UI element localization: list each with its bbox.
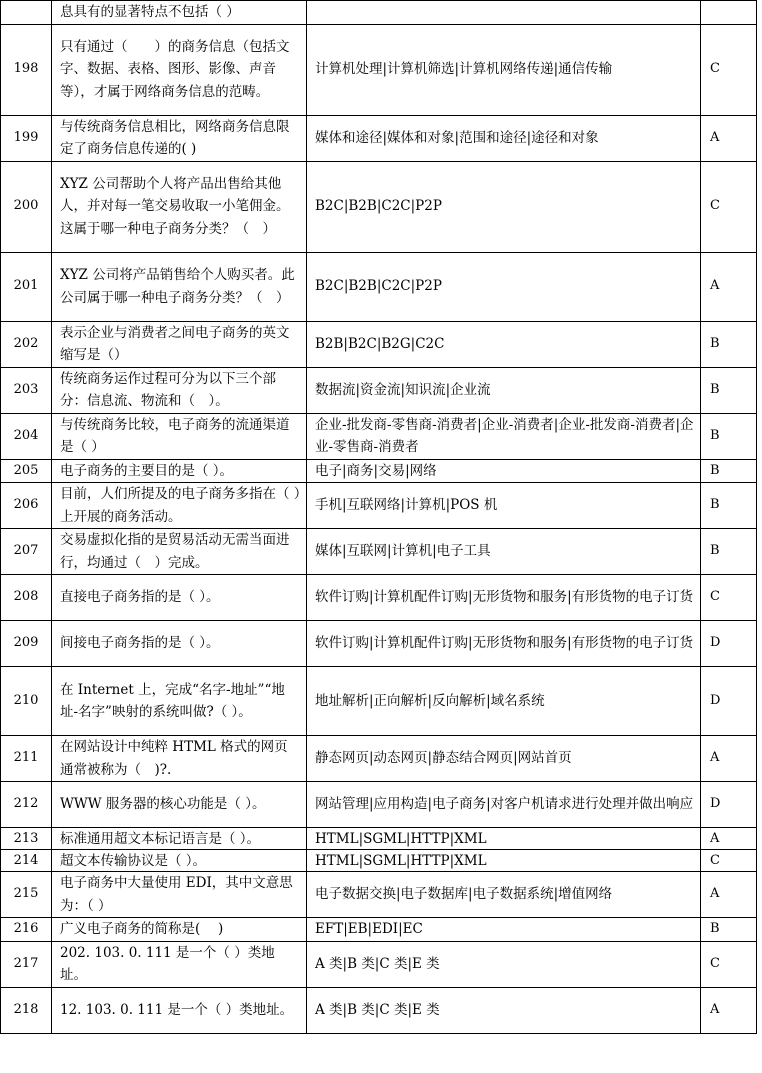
question-text: 目前，人们所提及的电子商务多指在（ ）上开展的商务活动。 [52,483,307,529]
options-text: 手机|互联网络|计算机|POS 机 [307,483,701,529]
options-text: B2C|B2B|C2C|P2P [307,161,701,252]
answer-text: D [701,621,757,667]
options-text: 数据流|资金流|知识流|企业流 [307,367,701,413]
answer-text: B [701,459,757,483]
question-text: WWW 服务器的核心功能是（ ）。 [52,782,307,828]
question-text: 息具有的显著特点不包括（ ） [52,1,307,25]
table-row [1,872,757,918]
table-row [1,115,757,161]
row-number: 207 [1,529,52,575]
row-number: 215 [1,872,52,918]
row-number: 216 [1,918,52,942]
options-text: 电子数据交换|电子数据库|电子数据系统|增值网络 [307,872,701,918]
table-row [1,667,757,736]
row-number: 217 [1,941,52,987]
question-text: 广义电子商务的简称是( ) [52,918,307,942]
row-number [1,1,52,25]
options-text: B2B|B2C|B2G|C2C [307,321,701,367]
question-text: 电子商务的主要目的是（ ）。 [52,459,307,483]
question-text: 表示企业与消费者之间电子商务的英文缩写是（） [52,321,307,367]
options-text: A 类|B 类|C 类|E 类 [307,987,701,1033]
answer-text: D [701,667,757,736]
table-row [1,621,757,667]
answer-text: A [701,872,757,918]
row-number: 200 [1,161,52,252]
answer-text: B [701,483,757,529]
options-text: 电子|商务|交易|网络 [307,459,701,483]
answer-text: C [701,941,757,987]
options-text: 媒体|互联网|计算机|电子工具 [307,529,701,575]
options-text: 网站管理|应用构造|电子商务|对客户机请求进行处理并做出响应 [307,782,701,828]
options-text: HTML|SGML|HTTP|XML [307,828,701,850]
options-text [307,1,701,25]
question-text: 在网站设计中纯粹 HTML 格式的网页通常被称为（ )?. [52,736,307,782]
options-text: 媒体和途径|媒体和对象|范围和途径|途径和对象 [307,115,701,161]
row-number: 213 [1,828,52,850]
table-row [1,1,757,25]
options-text: 计算机处理|计算机筛选|计算机网络传递|通信传输 [307,24,701,115]
table-row [1,459,757,483]
answer-text: C [701,850,757,872]
table-row [1,252,757,321]
table-row [1,161,757,252]
question-text: 12. 103. 0. 111 是一个（ ）类地址。 [52,987,307,1033]
options-text: 软件订购|计算机配件订购|无形货物和服务|有形货物的电子订货 [307,621,701,667]
options-text: 企业-批发商-零售商-消费者|企业-消费者|企业-批发商-消费者|企业-零售商-消费者 [307,413,701,459]
question-text: 直接电子商务指的是（ ）。 [52,575,307,621]
row-number: 209 [1,621,52,667]
answer-text: B [701,413,757,459]
options-text: A 类|B 类|C 类|E 类 [307,941,701,987]
options-text: HTML|SGML|HTTP|XML [307,850,701,872]
answer-text [701,1,757,25]
row-number: 211 [1,736,52,782]
question-text: 电子商务中大量使用 EDI，其中文意思为：（ ） [52,872,307,918]
question-text: 与传统商务比较，电子商务的流通渠道是（ ） [52,413,307,459]
table-row [1,736,757,782]
table-row [1,575,757,621]
answer-text: B [701,367,757,413]
table-row [1,367,757,413]
answer-text: C [701,161,757,252]
answer-text: C [701,24,757,115]
answer-text: B [701,321,757,367]
answer-text: B [701,529,757,575]
answer-text: A [701,987,757,1033]
table-row [1,413,757,459]
answer-text: A [701,115,757,161]
question-text: 间接电子商务指的是（ ）。 [52,621,307,667]
row-number: 202 [1,321,52,367]
row-number: 212 [1,782,52,828]
table-row [1,850,757,872]
question-text: 交易虚拟化指的是贸易活动无需当面进行，均通过（ ）完成。 [52,529,307,575]
row-number: 218 [1,987,52,1033]
row-number: 214 [1,850,52,872]
options-text: B2C|B2B|C2C|P2P [307,252,701,321]
question-text: 在 Internet 上，完成“名字-地址”“地址-名字”映射的系统叫做?（ ）。 [52,667,307,736]
question-text: 超文本传输协议是（ ）。 [52,850,307,872]
options-text: EFT|EB|EDI|EC [307,918,701,942]
answer-text: D [701,782,757,828]
answer-text: A [701,736,757,782]
question-text: 与传统商务信息相比，网络商务信息限定了商务信息传递的( ) [52,115,307,161]
row-number: 201 [1,252,52,321]
row-number: 204 [1,413,52,459]
table-row [1,828,757,850]
answer-text: A [701,252,757,321]
table-row [1,782,757,828]
table-row [1,24,757,115]
table-row [1,918,757,942]
table-row [1,987,757,1033]
options-text: 地址解析|正向解析|反向解析|域名系统 [307,667,701,736]
table-row [1,529,757,575]
answer-text: C [701,575,757,621]
question-text: 传统商务运作过程可分为以下三个部分：信息流、物流和（ ）。 [52,367,307,413]
question-text: 202. 103. 0. 111 是一个（ ）类地址。 [52,941,307,987]
options-text: 软件订购|计算机配件订购|无形货物和服务|有形货物的电子订货 [307,575,701,621]
table-row [1,321,757,367]
row-number: 198 [1,24,52,115]
options-text: 静态网页|动态网页|静态结合网页|网站首页 [307,736,701,782]
answer-text: B [701,918,757,942]
table-row [1,941,757,987]
row-number: 208 [1,575,52,621]
row-number: 203 [1,367,52,413]
row-number: 205 [1,459,52,483]
row-number: 210 [1,667,52,736]
table-row [1,483,757,529]
answer-text: A [701,828,757,850]
row-number: 199 [1,115,52,161]
question-text: 只有通过（ ）的商务信息（包括文字、数据、表格、图形、影像、声音等），才属于网络商务信息的范畴。 [52,24,307,115]
question-text: XYZ 公司帮助个人将产品出售给其他人，并对每一笔交易收取一小笔佣金。这属于哪一种电子商务分类？（ ） [52,161,307,252]
question-text: 标准通用超文本标记语言是（ ）。 [52,828,307,850]
row-number: 206 [1,483,52,529]
question-text: XYZ 公司将产品销售给个人购买者。此公司属于哪一种电子商务分类？（ ） [52,252,307,321]
